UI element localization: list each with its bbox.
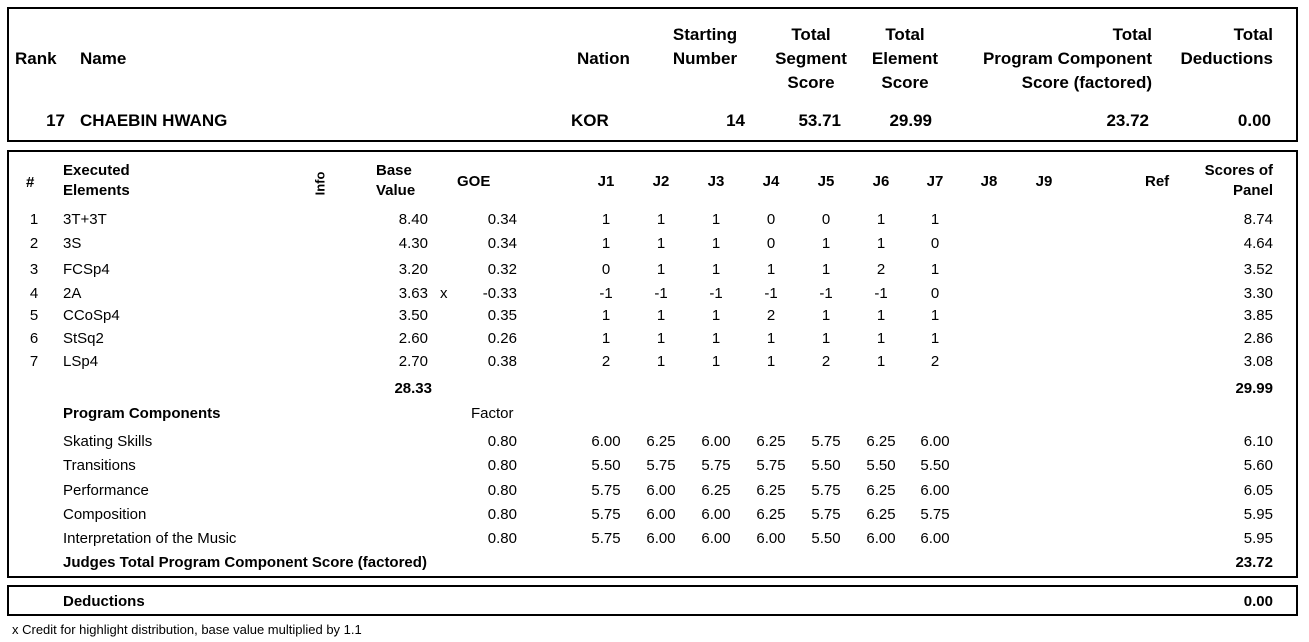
element-base-value: 3.63 — [398, 285, 428, 302]
judge-score: 2 — [766, 307, 776, 324]
starting-number-value: 14 — [726, 111, 745, 130]
judge-score: -1 — [764, 285, 778, 302]
col-ref: Ref — [1145, 173, 1170, 190]
component-panel-score: 5.95 — [1243, 530, 1273, 547]
col-judge-4: J4 — [762, 173, 780, 190]
judge-score: 1 — [821, 307, 831, 324]
element-panel-score: 3.08 — [1243, 353, 1273, 370]
element-goe: 0.38 — [487, 353, 517, 370]
component-judge-score: 6.00 — [866, 530, 896, 547]
judge-score: 1 — [876, 235, 886, 252]
component-judge-score: 5.75 — [591, 506, 621, 523]
component-judge-score: 5.75 — [811, 482, 841, 499]
element-base-value: 4.30 — [398, 235, 428, 252]
element-number: 3 — [29, 261, 39, 278]
component-judge-score: 6.25 — [866, 482, 896, 499]
col-judge-8: J8 — [980, 173, 998, 190]
component-judge-score: 6.25 — [701, 482, 731, 499]
element-goe: 0.35 — [487, 307, 517, 324]
element-panel-score: 4.64 — [1243, 235, 1273, 252]
element-base-value: 3.20 — [398, 261, 428, 278]
component-judge-score: 5.50 — [591, 457, 621, 474]
deductions-header: Total Deductions — [1180, 25, 1273, 68]
skater-name: CHAEBIN HWANG — [80, 111, 228, 130]
deductions-panel — [7, 585, 1298, 616]
col-judge-5: J5 — [817, 173, 835, 190]
judge-score: 1 — [656, 261, 666, 278]
col-base-value: Base Value — [376, 162, 416, 199]
element-goe: 0.34 — [487, 235, 517, 252]
element-name: 2A — [63, 285, 82, 302]
judge-score: 1 — [656, 235, 666, 252]
tes-header: Total Element Score — [871, 25, 939, 92]
component-judge-score: 6.00 — [646, 506, 676, 523]
judge-score: 1 — [656, 330, 666, 347]
name-header: Name — [80, 49, 127, 68]
component-name: Transitions — [63, 457, 136, 474]
judge-score: 0 — [601, 261, 611, 278]
nation-header: Nation — [577, 49, 630, 68]
col-judge-3: J3 — [707, 173, 725, 190]
pcs-value: 23.72 — [1106, 111, 1149, 130]
elements-panel-total: 29.99 — [1235, 380, 1273, 397]
element-goe: 0.32 — [487, 261, 517, 278]
component-name: Performance — [63, 482, 149, 499]
col-judge-1: J1 — [597, 173, 615, 190]
element-number: 4 — [29, 285, 39, 302]
judge-score: 1 — [601, 235, 611, 252]
component-name: Composition — [63, 506, 147, 523]
judge-score: 1 — [821, 235, 831, 252]
component-judge-score: 6.25 — [866, 433, 896, 450]
component-name: Interpretation of the Music — [63, 530, 237, 547]
judge-score: 1 — [711, 307, 721, 324]
component-judge-score: 6.00 — [920, 482, 950, 499]
element-panel-score: 8.74 — [1243, 211, 1273, 228]
nation-value: KOR — [571, 111, 609, 130]
component-factor: 0.80 — [487, 506, 517, 523]
component-judge-score: 5.75 — [591, 530, 621, 547]
component-panel-score: 6.10 — [1243, 433, 1273, 450]
col-judge-7: J7 — [926, 173, 944, 190]
element-base-value: 8.40 — [398, 211, 428, 228]
element-number: 7 — [29, 353, 39, 370]
deductions-label: Deductions — [63, 593, 145, 610]
element-name: CCoSp4 — [63, 307, 120, 324]
element-panel-score: 3.85 — [1243, 307, 1273, 324]
component-judge-score: 6.00 — [701, 530, 731, 547]
judge-score: 0 — [821, 211, 831, 228]
judge-score: 1 — [766, 330, 776, 347]
judge-score: 2 — [601, 353, 611, 370]
rank-value: 17 — [46, 111, 65, 130]
component-judge-score: 5.50 — [866, 457, 896, 474]
judge-score: -1 — [654, 285, 668, 302]
col-goe: GOE — [457, 173, 491, 190]
judge-score: 1 — [930, 261, 940, 278]
judge-score: 2 — [876, 261, 886, 278]
col-executed-elements: Executed Elements — [63, 162, 130, 199]
col-judge-9: J9 — [1035, 173, 1053, 190]
component-panel-score: 5.60 — [1243, 457, 1273, 474]
judge-score: 1 — [601, 211, 611, 228]
element-name: 3S — [63, 235, 82, 252]
element-info: x — [440, 285, 448, 302]
judge-score: 1 — [876, 330, 886, 347]
component-panel-score: 5.95 — [1243, 506, 1273, 523]
element-panel-score: 3.52 — [1243, 261, 1273, 278]
component-factor: 0.80 — [487, 482, 517, 499]
tss-header: Total Segment Score — [775, 25, 847, 92]
element-goe: 0.34 — [487, 211, 517, 228]
tes-value: 29.99 — [889, 111, 932, 130]
judge-score: 1 — [821, 261, 831, 278]
judge-score: 1 — [601, 307, 611, 324]
component-judge-score: 6.25 — [756, 482, 786, 499]
judge-score: 1 — [711, 211, 721, 228]
component-factor: 0.80 — [487, 457, 517, 474]
tss-value: 53.71 — [798, 111, 841, 130]
judge-score: 2 — [821, 353, 831, 370]
component-judge-score: 5.50 — [811, 457, 841, 474]
component-judge-score: 5.75 — [920, 506, 950, 523]
judge-score: 1 — [711, 330, 721, 347]
judge-score: -1 — [599, 285, 613, 302]
component-judge-score: 5.50 — [811, 530, 841, 547]
judge-score: 1 — [656, 353, 666, 370]
component-judge-score: 5.75 — [811, 433, 841, 450]
judge-score: 1 — [766, 261, 776, 278]
component-judge-score: 6.25 — [756, 433, 786, 450]
judge-score: 1 — [656, 211, 666, 228]
element-base-value: 2.70 — [398, 353, 428, 370]
element-goe: 0.26 — [487, 330, 517, 347]
judge-score: 0 — [930, 285, 940, 302]
element-name: StSq2 — [63, 330, 104, 347]
element-number: 5 — [29, 307, 39, 324]
judge-score: 1 — [766, 353, 776, 370]
element-name: LSp4 — [63, 353, 99, 370]
judge-score: -1 — [874, 285, 888, 302]
component-factor: 0.80 — [487, 433, 517, 450]
element-number: 1 — [29, 211, 39, 228]
element-name: FCSp4 — [63, 261, 110, 278]
element-panel-score: 2.86 — [1243, 330, 1273, 347]
col-scores-of-panel: Scores of Panel — [1204, 162, 1273, 199]
pcs-total-label: Judges Total Program Component Score (factored) — [63, 554, 427, 571]
judge-score: -1 — [709, 285, 723, 302]
component-judge-score: 5.75 — [811, 506, 841, 523]
col-number: # — [26, 174, 35, 191]
component-judge-score: 6.25 — [756, 506, 786, 523]
component-judge-score: 6.25 — [866, 506, 896, 523]
judge-score: 1 — [711, 353, 721, 370]
element-name: 3T+3T — [63, 211, 107, 228]
component-judge-score: 5.75 — [646, 457, 676, 474]
judge-score: 0 — [766, 235, 776, 252]
component-judge-score: 6.00 — [646, 482, 676, 499]
judge-score: 0 — [766, 211, 776, 228]
starting-number-header: Starting Number — [672, 25, 738, 68]
component-judge-score: 5.75 — [756, 457, 786, 474]
component-judge-score: 5.75 — [701, 457, 731, 474]
program-components-label: Program Components — [63, 405, 221, 422]
element-number: 2 — [29, 235, 39, 252]
judge-score: 1 — [876, 353, 886, 370]
judge-score: 1 — [930, 330, 940, 347]
pcs-total-value: 23.72 — [1235, 554, 1273, 571]
element-goe: -0.33 — [482, 285, 517, 302]
pcs-header: Total Program Component Score (factored) — [982, 25, 1152, 92]
rank-header: Rank — [15, 49, 57, 68]
judge-score: 0 — [930, 235, 940, 252]
judge-score: 2 — [930, 353, 940, 370]
judge-score: 1 — [601, 330, 611, 347]
component-judge-score: 6.00 — [591, 433, 621, 450]
judge-score: -1 — [819, 285, 833, 302]
judge-score: 1 — [711, 235, 721, 252]
judge-score: 1 — [930, 307, 940, 324]
judge-score: 1 — [876, 211, 886, 228]
col-info: Info — [312, 171, 328, 196]
factor-label: Factor — [471, 405, 514, 422]
component-judge-score: 6.00 — [701, 433, 731, 450]
judge-score: 1 — [821, 330, 831, 347]
element-base-value: 3.50 — [398, 307, 428, 324]
elements-base-total: 28.33 — [394, 380, 432, 397]
footnote: x Credit for highlight distribution, base value multiplied by 1.1 — [12, 622, 362, 637]
component-panel-score: 6.05 — [1243, 482, 1273, 499]
component-judge-score: 6.00 — [756, 530, 786, 547]
judge-score: 1 — [876, 307, 886, 324]
col-judge-2: J2 — [652, 173, 670, 190]
component-judge-score: 6.00 — [646, 530, 676, 547]
component-judge-score: 6.00 — [920, 433, 950, 450]
col-judge-6: J6 — [872, 173, 890, 190]
component-judge-score: 5.50 — [920, 457, 950, 474]
deductions-total-value: 0.00 — [1243, 593, 1273, 610]
judge-score: 1 — [930, 211, 940, 228]
component-judge-score: 6.00 — [701, 506, 731, 523]
component-factor: 0.80 — [487, 530, 517, 547]
element-number: 6 — [29, 330, 39, 347]
judge-score: 1 — [656, 307, 666, 324]
component-name: Skating Skills — [63, 433, 153, 450]
element-base-value: 2.60 — [398, 330, 428, 347]
deductions-value: 0.00 — [1237, 111, 1271, 130]
judge-score: 1 — [711, 261, 721, 278]
component-judge-score: 6.25 — [646, 433, 676, 450]
component-judge-score: 5.75 — [591, 482, 621, 499]
element-panel-score: 3.30 — [1243, 285, 1273, 302]
component-judge-score: 6.00 — [920, 530, 950, 547]
